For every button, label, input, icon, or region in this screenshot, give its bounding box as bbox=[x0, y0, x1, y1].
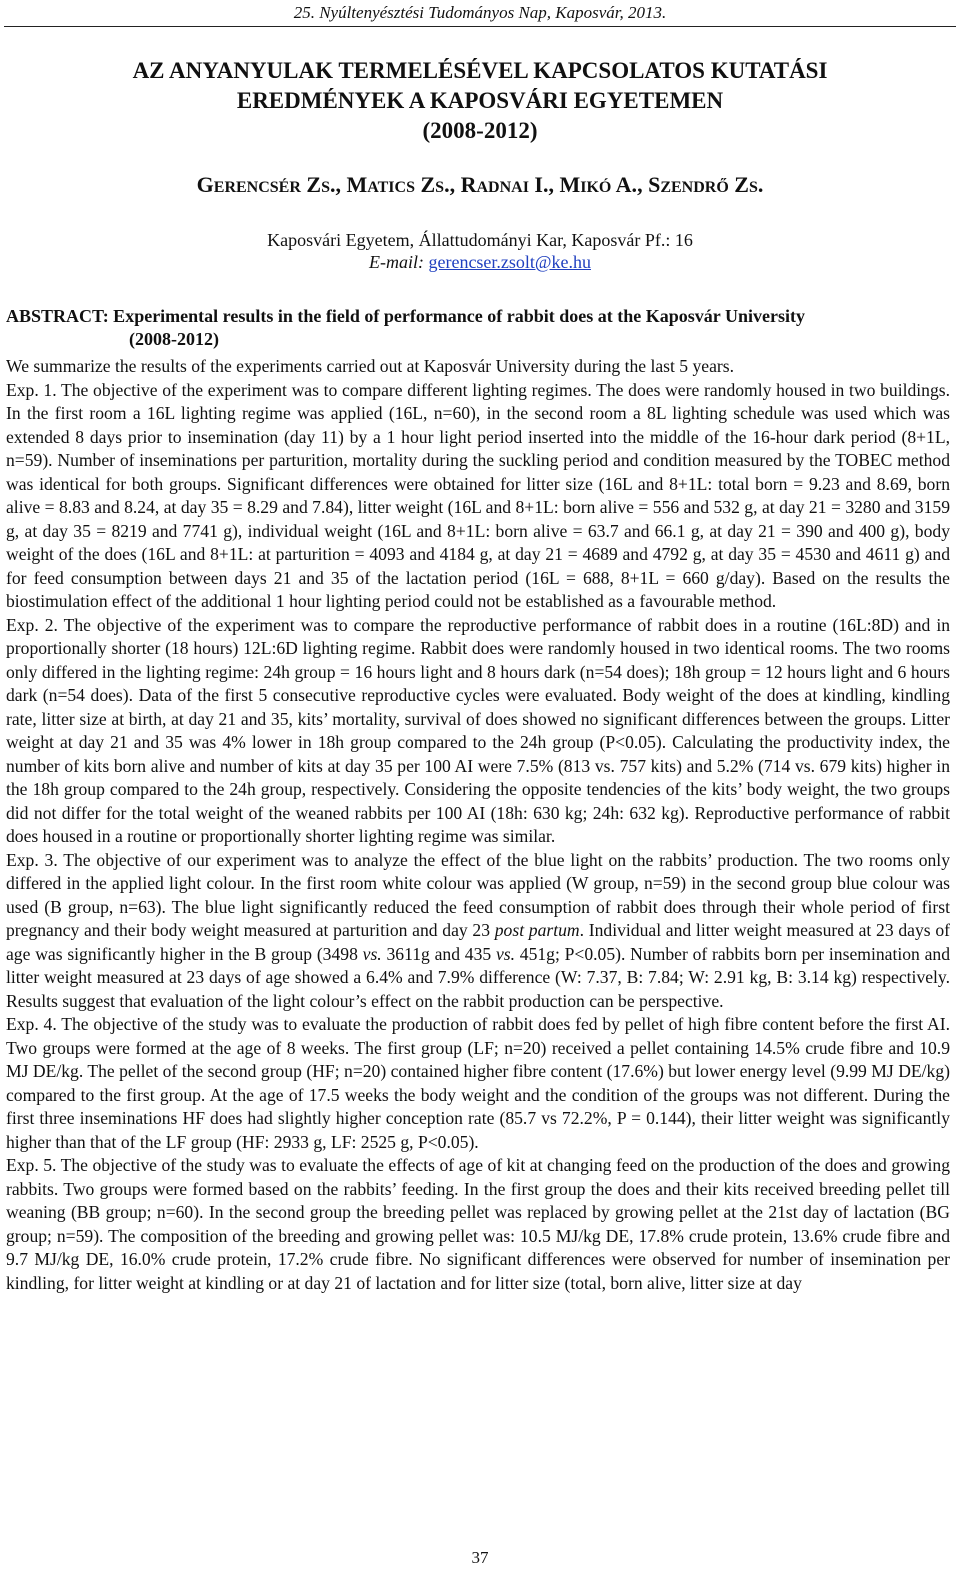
paper-title bbox=[0, 56, 960, 146]
exp4-paragraph: Exp. 4. The objective of the study was to evaluate the production of rabbit does fed by pellet of high fibre content before the first AI. Two groups were formed at the age of 8 weeks. The first group (LF; n=20) received a pellet containing 14.5% crude fibre and 10.9 MJ DE/kg. The pellet of the second group (HF; n=20) contained higher fibre content (17.6%) but lower energy level (9.99 MJ DE/kg) compared to the first group. At the age of 17.5 weeks the body weight and the condition of the groups was not different. During the first three inseminations HF does had slightly higher conception rate (85.7 vs 72.2%, P = 0.144), their litter weight was significantly higher than that of the LF group (HF: 2933 g, LF: 2525 g, P<0.05). bbox=[6, 1014, 950, 1152]
email-label: E-mail: bbox=[368, 252, 424, 272]
title-line-2: EREDMÉNYEK A KAPOSVÁRI EGYETEMEN bbox=[236, 88, 724, 113]
abstract-heading bbox=[6, 305, 950, 350]
title-line-3: (2008-2012) bbox=[422, 118, 538, 143]
author-4: MIKÓ A. bbox=[559, 172, 638, 197]
author-1: GERENCSÉR ZS. bbox=[196, 172, 336, 197]
header-divider bbox=[4, 26, 956, 27]
exp1-paragraph: Exp. 1. The objective of the experiment was to compare different lighting regimes. The does were randomly housed in two buildings. In the first room a 16L lighting regime was applied (16L, n=60), in the second room a 8L lighting schedule was used which was extended 8 days prior to insemination (day 11) by a 1 hour light period inserted into the middle of the 16-hour dark period (8+1L, n=59). Number of inseminations per parturition, mortality during the suckling period and condition measured by the TOBEC method was identical for both groups. Significant differences were obtained for litter size (16L and 8+1L: total born = 9.23 and 8.69, born alive = 8.83 and 8.24, at day 35 = 8.29 and 7.84), litter weight (16L and 8+1L: born alive = 556 and 532 g, at day 21 = 3280 and 3159 g, at day 35 = 8219 and 7741 g), individual weight (16L and 8+1L: born alive = 63.7 and 66.1 g, at day 21 = 390 and 400 g), body weight of the does (16L and 8+1L: at parturition = 4093 and 4184 g, at day 21 = 4689 and 4792 g, at day 35 = 4530 and 4611 g) and for feed consumption between days 21 and 35 of the lactation period (16L = 688, 8+1L = 660 g/day). Based on the results the biostimulation effect of the additional 1 hour lighting period could not be established as a favourable method. bbox=[6, 379, 950, 611]
exp5-paragraph: Exp. 5. The objective of the study was to evaluate the effects of age of kit at changing feed on the production of the does and growing rabbits. Two groups were formed based on the rabbits’ feeding. In the first group the does and their kits received breeding pellet till weaning (BB group; n=60). In the second group the breeding pellet was replaced by growing pellet at the 21st day of lactation (BG group; n=59). The composition of the breeding and growing pellet was: 10.5 MJ/kg DE, 17.8% crude protein, 13.6% crude fibre and 9.7 MJ/kg DE, 16.0% crude protein, 17.2% crude fibre. No significant differences were observed for number of insemination per kindling, for litter weight at kindling or at day 21 of lactation and for litter size (total, born alive, litter size at day bbox=[6, 1155, 950, 1293]
abstract-body bbox=[6, 355, 950, 1295]
author-list: GERENCSÉR ZS., MATICS ZS., RADNAI I., MIKÓ A., SZENDRŐ ZS. bbox=[196, 172, 764, 197]
author-2: MATICS ZS. bbox=[346, 172, 450, 197]
abstract-heading-line: ABSTRACT: Experimental results in the field of performance of rabbit does at the Kaposvár University bbox=[6, 306, 805, 326]
email-line bbox=[0, 251, 960, 273]
exp3-paragraph: Exp. 3. The objective of our experiment was to analyze the effect of the blue light on the rabbits’ production. The two rooms only differed in the applied light colour. In the first room white colour was applied (W group, n=59) in the second group blue colour was used (B group, n=63). The blue light significantly reduced the feed consumption of rabbit does through their whole period of first pregnancy and their body weight measured at parturition and day 23 post partum. Individual and litter weight measured at 23 days of age was significantly higher in the B group (3498 vs. 3611g and 435 vs. 451g; P<0.05). Number of rabbits born per insemination and litter weight measured at 23 days of age showed a 6.4% and 7.9% difference (W: 7.37, B: 7.84; W: 2.91 kg, B: 3.14 kg) respectively. Results suggest that evaluation of the light colour’s effect on the rabbit production can be perspective. bbox=[6, 849, 950, 1011]
title-line-1: AZ ANYANYULAK TERMELÉSÉVEL KAPCSOLATOS KUTATÁSI bbox=[132, 58, 828, 83]
author-5: SZENDRŐ ZS. bbox=[648, 172, 764, 197]
email-link[interactable]: gerencser.zsolt@ke.hu bbox=[428, 252, 591, 272]
author-3: RADNAI I. bbox=[460, 172, 549, 197]
affiliation: Kaposvári Egyetem, Állattudományi Kar, Kaposvár Pf.: 16 bbox=[267, 230, 693, 250]
page-number: 37 bbox=[471, 1548, 489, 1567]
exp2-paragraph: Exp. 2. The objective of the experiment was to compare the reproductive performance of rabbit does in a routine (16L:8D) and in proportionally shorter (18 hours) 12L:6D lighting regime. Rabbit does were randomly housed in two identical rooms. The two rooms only differed in the lighting regime: 24h group = 16 hours light and 8 hours dark (n=54 does); 18h group = 12 hours light and 6 hours dark (n=54 does). Data of the first 5 consecutive reproductive cycles were evaluated. Body weight of the does at kindling, kindling rate, litter size at birth, at day 21 and 35, kits’ mortality, survival of does showed no significant differences between the groups. Litter weight at day 21 and 35 was 4% lower in 18h group compared to the 24h group (P<0.05). Calculating the productivity index, the number of kits born alive and number of kits at day 35 per 100 AI were 7.5% (813 vs. 757 kits) and 5.2% (714 vs. 679 kits) higher in the 18h group compared to the 24h group, respectively. Considering the opposite tendencies of the kits’ body weight, the two groups did not differ for the total weight of the weaned rabbits per 100 AI (18h: 630 kg; 24h: 632 kg). Reproductive performance of rabbit does housed in a routine or proportionally shorter lighting regime was similar. bbox=[6, 614, 950, 846]
running-head: 25. Nyúltenyésztési Tudományos Nap, Kaposvár, 2013. bbox=[293, 3, 667, 22]
abstract-intro: We summarize the results of the experiments carried out at Kaposvár University during the last 5 years. bbox=[6, 356, 735, 376]
abstract-heading-years: (2008-2012) bbox=[129, 328, 219, 349]
